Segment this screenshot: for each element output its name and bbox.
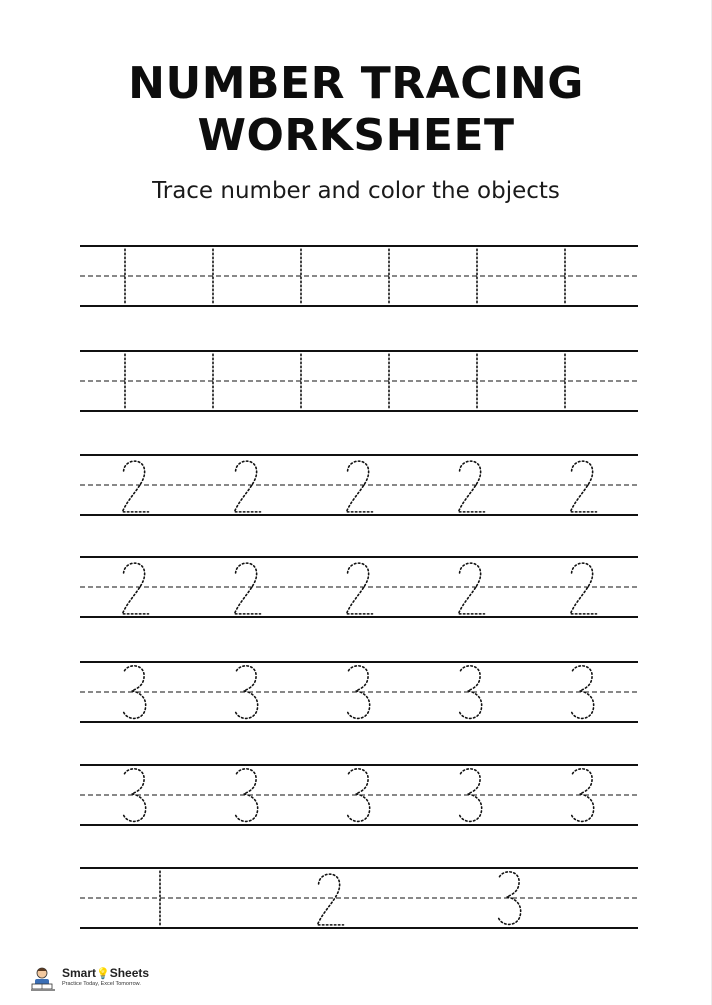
dotted-digit-3 xyxy=(499,872,521,925)
dotted-digit-3 xyxy=(460,769,482,822)
tracing-row xyxy=(80,455,638,515)
brand-name xyxy=(62,966,149,980)
dotted-digit-3 xyxy=(124,769,146,822)
tracing-row xyxy=(80,765,638,825)
tracing-row xyxy=(80,868,638,928)
dotted-digit-3 xyxy=(460,666,482,719)
dotted-digit-3 xyxy=(348,666,370,719)
instruction-text: Trace number and color the objects xyxy=(152,178,560,204)
brand-logo xyxy=(30,964,160,994)
dotted-digit-2 xyxy=(458,461,484,512)
dotted-digit-3 xyxy=(236,769,258,822)
tracing-row xyxy=(80,557,638,617)
dotted-digit-2 xyxy=(234,563,260,614)
dotted-digit-2 xyxy=(317,874,343,925)
dotted-digit-2 xyxy=(346,461,372,512)
page-title-line2: WORKSHEET xyxy=(197,110,515,161)
dotted-digit-2 xyxy=(234,461,260,512)
dotted-digit-2 xyxy=(122,461,148,512)
brand-name-part2: Sheets xyxy=(109,966,150,980)
dotted-digit-2 xyxy=(570,563,596,614)
tracing-row xyxy=(80,246,638,306)
tracing-row xyxy=(80,351,638,411)
dotted-digit-2 xyxy=(122,563,148,614)
brand-tagline: Practice Today, Excel Tomorrow. xyxy=(62,981,141,987)
page-title-line1: NUMBER TRACING xyxy=(128,58,584,109)
dotted-digit-3 xyxy=(572,769,594,822)
lightbulb-icon: 💡 xyxy=(96,968,110,980)
dotted-digit-3 xyxy=(124,666,146,719)
tracing-row xyxy=(80,662,638,722)
dotted-digit-3 xyxy=(236,666,258,719)
kid-reading-icon xyxy=(30,964,58,994)
dotted-digit-2 xyxy=(346,563,372,614)
dotted-digit-3 xyxy=(348,769,370,822)
brand-name-part1: Smart xyxy=(62,966,97,980)
dotted-digit-2 xyxy=(458,563,484,614)
dotted-digit-2 xyxy=(570,461,596,512)
dotted-digit-3 xyxy=(572,666,594,719)
